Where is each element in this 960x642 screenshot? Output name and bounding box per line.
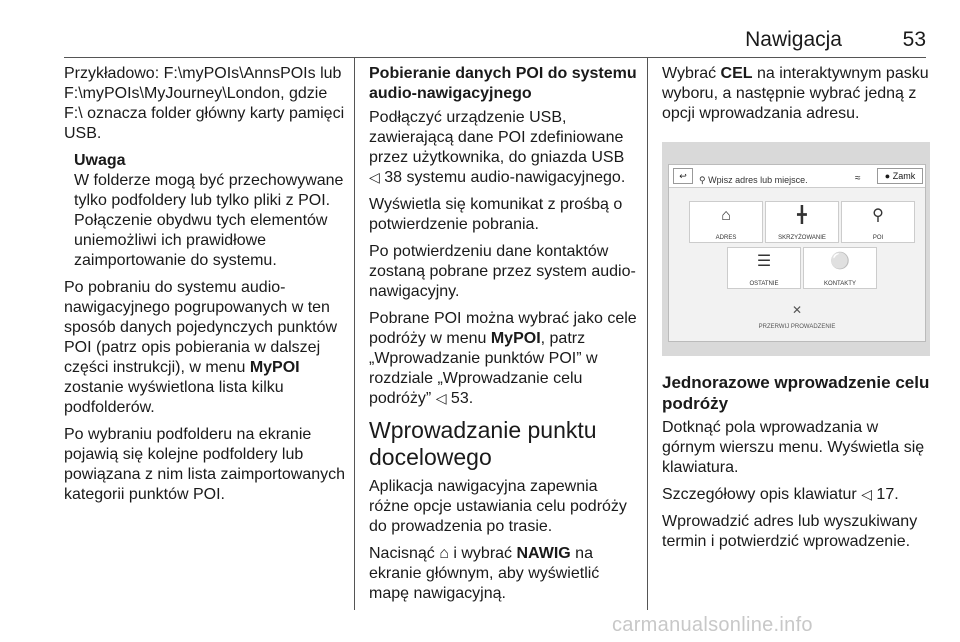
screen-panel	[668, 164, 926, 342]
text-span: i wybrać	[448, 545, 517, 562]
heading-single-entry: Jednorazowe wprowadzenie celu podróży	[662, 373, 930, 413]
paragraph-path-example: Przykładowo: F:\myPOIs\AnnsPOIs lub F:\myPOIs\MyJourney\London, gdzie F:\ oznacza folder główny karty pamięci USB.	[64, 65, 345, 142]
column-divider-1	[354, 58, 355, 610]
tile-label: ADRES	[715, 235, 737, 241]
text-span: zostanie wyświetlona lista kilku podfolderów.	[64, 379, 284, 416]
section-title: Nawigacja	[745, 28, 842, 51]
text-span: na ekranie głównym, aby wyświetlić mapę nawigacyjną.	[369, 545, 600, 602]
paragraph-options: Aplikacja nawigacyjna zapewnia różne opcje ustawiania celu podróży do prowadzenia po trasie.	[369, 478, 627, 535]
page-header	[64, 28, 926, 56]
pin-icon: ⚲	[872, 207, 884, 224]
paragraph-keyboard-ref	[662, 485, 930, 505]
screen-top-bar	[669, 165, 925, 188]
heading-download-poi: Pobieranie danych POI do systemu audio-nawigacyjnego	[369, 65, 637, 102]
home-icon: ⌂	[439, 545, 449, 562]
paragraph-after-download	[64, 278, 346, 418]
paragraph-subfolder: Po wybraniu podfolderu na ekranie pojawią się kolejne podfoldery lub powiązana z nim lista zaimportowanych kategorii punktów POI.	[64, 426, 346, 503]
back-icon[interactable]: ↩	[673, 168, 693, 184]
button-name-nawig: NAWIG	[516, 545, 571, 562]
page-ref-icon: ◁	[369, 170, 380, 186]
tile-label: KONTAKTY	[824, 281, 856, 287]
menu-name-mypoi: MyPOI	[490, 330, 541, 347]
watermark: carmanualsonline.info	[612, 614, 813, 636]
text-span: Pobrane POI można wybrać jako cele podróży w menu	[369, 310, 637, 347]
tile-poi[interactable]	[841, 201, 915, 243]
note-text: W folderze mogą być przechowywane tylko podfoldery lub tylko pliki z POI. Połączenie obydwu tych elementów uniemożliwi ich prawidłowe zaimportowanie do systemu.	[74, 172, 344, 269]
paragraph-confirm-message: Wyświetla się komunikat z prośbą o potwierdzenie pobrania.	[369, 196, 623, 233]
page-ref-icon: ◁	[435, 391, 447, 407]
recent-list-icon: ☰	[756, 253, 772, 270]
text-span: Podłączyć urządzenie USB, zawierającą dane POI zdefiniowane przez użytkownika, do gniazda USB	[369, 109, 625, 166]
cancel-icon: ✕	[791, 303, 803, 317]
close-dot-icon: ●	[884, 171, 891, 181]
search-placeholder: Wpisz adres lub miejsce.	[708, 175, 808, 185]
person-icon: ⚪	[830, 253, 850, 270]
stop-guidance-label: PRZERWIJ PROWADZENIE	[758, 324, 836, 330]
header-rule	[64, 57, 926, 58]
search-icon: ⚲	[699, 175, 706, 185]
text-span: na interaktywnym pasku wyboru, a następnie wybrać jedną z opcji wprowadzania adresu.	[662, 65, 929, 122]
column-divider-2	[647, 58, 648, 610]
paragraph-select-cel	[662, 64, 930, 124]
page-number: 53	[902, 28, 926, 51]
heading-destination-entry: Wprowadzanie punktu docelowego	[369, 417, 597, 470]
note-title: Uwaga	[74, 152, 126, 169]
column-2	[369, 64, 637, 611]
close-button[interactable]	[877, 168, 923, 184]
note-block	[74, 151, 346, 271]
paragraph-touch-field: Dotknąć pola wprowadzania w górnym wierszu menu. Wyświetla się klawiatura.	[662, 419, 925, 476]
tile-intersection[interactable]	[765, 201, 839, 243]
text-span: 53.	[446, 390, 474, 407]
text-span: 17.	[871, 486, 899, 503]
paragraph-select-poi	[369, 309, 637, 409]
stop-guidance-button[interactable]	[669, 303, 925, 337]
tile-label: OSTATNIE	[749, 281, 779, 287]
voice-icon[interactable]: ≈	[855, 173, 861, 184]
text-span: Wybrać	[662, 65, 721, 82]
text-span: Po pobraniu do systemu audio-nawigacyjnego pogrupowanych w ten sposób danych pojedynczych punktów POI (patrz opis pobierania w dalszej części instrukcji), w menu	[64, 279, 338, 376]
paragraph-after-confirm: Po potwierdzeniu dane kontaktów zostaną pobrane przez system audio-nawigacyjny.	[369, 243, 636, 300]
tile-label: SKRZYŻOWANIE	[778, 235, 826, 241]
paragraph-enter-address: Wprowadzić adres lub wyszukiwany termin i potwierdzić wprowadzenie.	[662, 513, 918, 550]
tile-address[interactable]	[689, 201, 763, 243]
column-1	[64, 64, 346, 512]
tile-label: POI	[872, 235, 884, 241]
paragraph-press-home	[369, 544, 637, 604]
menu-name-mypoi: MyPOI	[249, 359, 300, 376]
house-icon: ⌂	[721, 207, 731, 224]
text-span: 38 systemu audio-nawigacyjnego.	[379, 169, 626, 186]
button-name-cel: CEL	[720, 65, 753, 82]
paragraph-connect-usb	[369, 108, 637, 188]
text-span: Nacisnąć	[369, 545, 440, 562]
text-span: , patrz „Wprowadzanie punktów POI” w rozdziale „Wprowadzanie celu podróży”	[369, 330, 598, 407]
page-ref-icon: ◁	[861, 487, 872, 503]
navigation-screen-image	[662, 142, 930, 356]
close-label: Zamk	[892, 171, 916, 181]
tile-recent[interactable]	[727, 247, 801, 289]
column-3	[662, 64, 930, 559]
tile-contacts[interactable]	[803, 247, 877, 289]
search-field[interactable]	[699, 170, 808, 190]
text-span: Szczegółowy opis klawiatur	[662, 486, 862, 503]
intersection-icon: ╋	[797, 207, 807, 224]
